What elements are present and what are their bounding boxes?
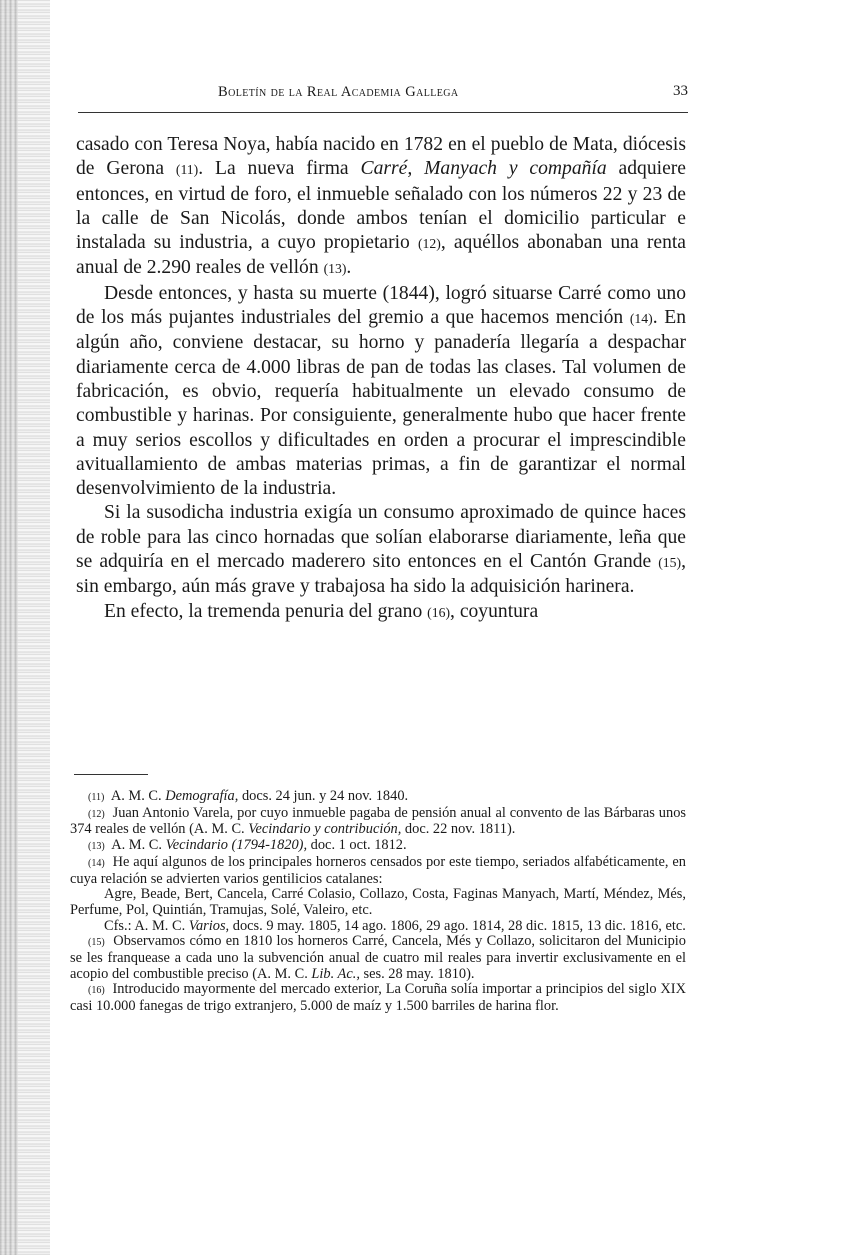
footnote-16 [70, 982, 686, 1014]
footnote-ref-14: (14) [629, 311, 653, 327]
text-run: casado con Teresa Noya, había nacido en 1782 en el pueblo de Mata, diócesis de Gerona [76, 134, 686, 180]
text-run: , sin embargo, aún más grave y trabajosa ha sido la adquisición harinera. [76, 551, 686, 598]
text-run: docs. 9 may. 1805, 14 ago. 1806, 29 ago. 1814, 28 dic. 1815, 13 dic. 1816, etc. [229, 917, 686, 934]
text-run: . En algún año, conviene destacar, su horno y panadería llegaría a despachar diariamente cerca de 4.000 libras de pan de todas las clases. Tal volumen de fabricación, es obvio, requería habitualmente un elevado consumo de combustible y harinas. Por consiguiente, generalmente hubo que hacer frente a muy serios escollos y dificultades en orden a procurar el imprescindible avituallamiento de ambas materias primas, a fin de garantizar el normal desenvolvimiento de la industria. [76, 307, 686, 500]
paragraph-1 [76, 133, 686, 282]
company-name: Carré, Manyach y compañía [360, 158, 607, 180]
text-run: Cfs.: A. M. C. [104, 917, 189, 934]
footnote-mark: (11) [88, 792, 105, 803]
text-run: doc. 1 oct. 1812. [307, 837, 407, 854]
footnote-mark: (12) [88, 808, 105, 820]
text-run: , aquéllos abonaban una renta anual de 2.290 reales de vellón [76, 232, 687, 279]
footnote-mark: (13) [88, 841, 105, 853]
text-run: doc. 22 nov. 1811). [401, 821, 516, 838]
footnote-mark: (14) [88, 857, 105, 869]
source-title: Demografía, [165, 788, 239, 804]
text-run: A. M. C. [110, 788, 166, 804]
footnote-ref-16: (16) [427, 604, 451, 620]
footnote-ref-11: (11) [175, 162, 199, 178]
text-run: ses. 28 may. 1810). [359, 965, 475, 982]
text-run: Observamos cómo en 1810 los horneros Carré, Cancela, Més y Collazo, solicitaron del Municipio se les franquease a cada uno la subvención anual de cuatro mil reales para invertir exclusivamente en el acopio del combustible preciso (A. M. C. [70, 933, 686, 982]
footnote-14-names: Agre, Beade, Bert, Cancela, Carré Colasio, Collazo, Costa, Faginas Manyach, Martí, Méndez, Més, Perfume, Pol, Quintián, Tramujas, Solé, Valeiro, etc. [70, 886, 686, 918]
text-run: Desde entonces, y hasta su muerte (1844), logró situarse Carré como uno de los más pujantes industriales del gremio a que hacemos mención [76, 282, 686, 329]
footnote-12 [70, 806, 686, 838]
text-run: En efecto, la tremenda penuria del grano [104, 600, 428, 622]
footnote-15 [70, 934, 686, 982]
text-run: . La nueva firma [198, 158, 361, 180]
footnote-divider [74, 774, 148, 775]
footnote-ref-13: (13) [323, 261, 347, 277]
source-title: Varios, [188, 917, 230, 934]
source-title: Vecindario (1794-1820), [165, 837, 308, 854]
footnote-11 [70, 789, 686, 806]
page-header [78, 78, 688, 113]
paragraph-2 [76, 282, 686, 502]
source-title: Lib. Ac., [311, 965, 360, 982]
text-run: adquiere entonces, en virtud de foro, el inmueble señalado con los números 22 y 23 de la calle de San Nicolás, donde ambos tenían el domicilio particular e instalada su industria, a cuyo propietario [76, 158, 687, 254]
text-run: Introducido mayormente del mercado exterior, La Coruña solía importar a principios del siglo XIX casi 10.000 fanegas de trigo extranjero, 5.000 de maíz y 1.500 barriles de harina flor. [70, 981, 686, 1015]
text-run: , coyuntura [450, 600, 539, 622]
text-run: Si la susodicha industria exigía un consumo aproximado de quince haces de roble para las cinco hornadas que solían elaborarse diariamente, leña que se adquiría en el mercado maderero sito entonces en el Cantón Grande [76, 502, 686, 573]
footnote-mark: (16) [88, 985, 105, 997]
footnotes [70, 789, 686, 1015]
footnote-13 [70, 838, 686, 855]
text-run: A. M. C. [111, 837, 166, 854]
source-title: Vecindario y contribución, [248, 821, 402, 838]
text-run: Juan Antonio Varela, por cuyo inmueble pagaba de pensión anual al convento de las Bárbaras unos 374 reales de vellón (A. M. C. [70, 804, 686, 838]
paragraph-4 [76, 600, 686, 625]
footnote-mark: (15) [88, 937, 105, 949]
scanned-page-shadow [0, 0, 18, 1255]
footnote-14 [70, 855, 686, 887]
page-number: 33 [673, 83, 688, 99]
footnote-14-sources [70, 919, 686, 935]
main-text [76, 133, 686, 625]
text-run: docs. 24 jun. y 24 nov. 1840. [238, 788, 409, 804]
paragraph-3 [76, 501, 686, 599]
text-run: . [346, 257, 352, 279]
footnote-ref-15: (15) [658, 555, 682, 571]
footnote-ref-12: (12) [417, 236, 441, 252]
text-run: He aquí algunos de los principales horneros censados por este tiempo, seriados alfabéticamente, en cuya relación se advierten varios gentilicios catalanes: [70, 853, 686, 887]
running-title: Boletín de la Real Academia Gallega [218, 84, 459, 100]
